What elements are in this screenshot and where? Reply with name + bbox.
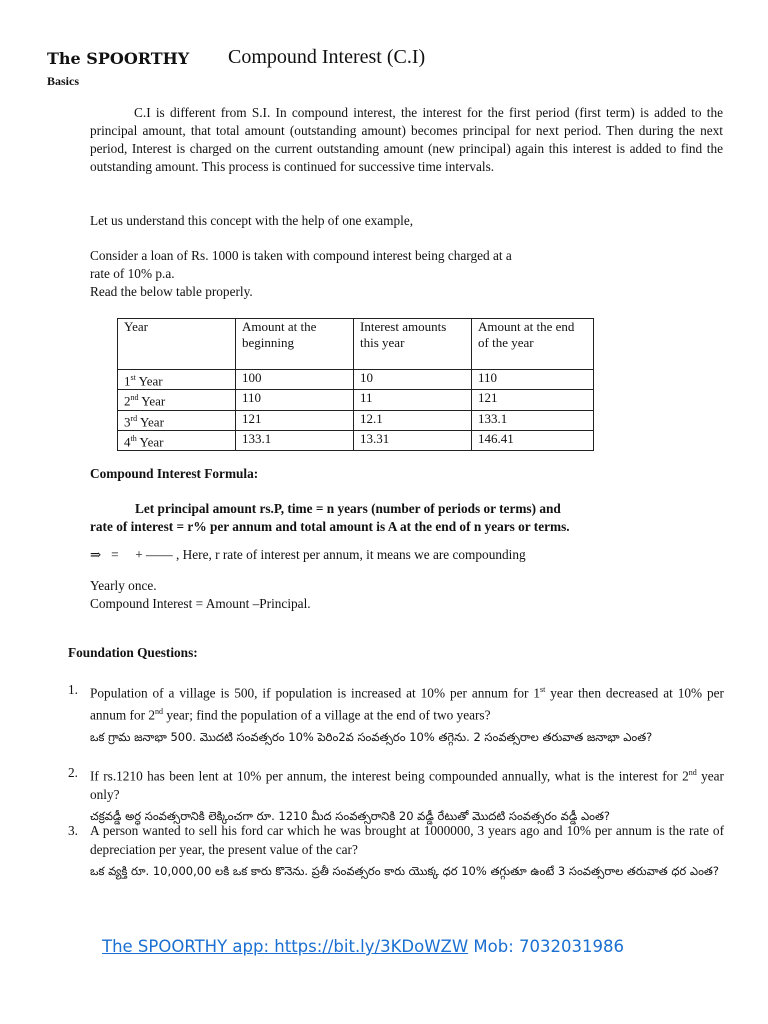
cell-interest: 11 <box>354 390 472 410</box>
year-num: 3 <box>124 413 131 429</box>
table-row <box>118 390 594 410</box>
formula-line-1: Let principal amount rs.P, time = n years (number of periods or terms) and <box>135 501 561 516</box>
question-text: Population of a village is 500, if population is increased at 10% per annum for 1st year then decreased at 10% per annum for 2nd year; find the population of a village at the end of two years? <box>90 685 724 723</box>
brand-name: The SPOORTHY <box>47 49 190 68</box>
cell-begin: 100 <box>236 370 354 390</box>
intro-paragraph: C.I is different from S.I. In compound interest, the interest for the first period (first term) is added to the principal amount, that total amount (outstanding amount) becomes principal for next period. Then during the next period, Interest is charged on the current outstanding amount (new principal) again this interest is added to find the outstanding amount. This process is continued for successive time intervals. <box>90 105 723 174</box>
questions-heading: Foundation Questions: <box>68 645 198 660</box>
question-1 <box>68 680 724 749</box>
year-suffix: rd <box>130 413 138 423</box>
cell-begin: 133.1 <box>236 430 354 450</box>
question-number: 2. <box>68 765 78 780</box>
year-label: Year <box>138 373 163 389</box>
cell-end: 110 <box>472 370 594 390</box>
loan-line-3: Read the below table properly. <box>90 284 253 299</box>
formula-symbols: ⇒ = + —— <box>90 547 173 562</box>
table-row <box>118 370 594 390</box>
year-suffix: st <box>130 373 136 382</box>
header-begin: Amount at the beginning <box>236 319 354 370</box>
formula-line-5: Compound Interest = Amount –Principal. <box>90 596 311 611</box>
question-text: A person wanted to sell his ford car which he was brought at 1000000, 3 years ago and 10% per annum is the rate of depreciation per year, the present value of the car? <box>90 823 724 857</box>
question-number: 1. <box>68 682 78 697</box>
year-suffix: nd <box>130 393 139 403</box>
footer <box>102 937 624 956</box>
cell-begin: 110 <box>236 390 354 410</box>
cell-end: 133.1 <box>472 410 594 430</box>
year-num: 4 <box>124 434 131 450</box>
question-telugu: ఒక వ్యక్తి రూ. 10,000,00 లకి ఒక కారు కొనెను. ప్రతీ సంవత్సరం కారు యొక్క ధర 10% తగ్గుతూ ఉంటే 3 సంవత్సరాల తరువాత ధర ఎంత? <box>90 864 719 878</box>
year-num: 2 <box>124 393 131 409</box>
formula-line-2: rate of interest = r% per annum and total amount is A at the end of n years or terms. <box>90 519 570 534</box>
section-label: Basics <box>47 74 80 88</box>
formula-heading: Compound Interest Formula: <box>90 466 259 481</box>
loan-line-1: Consider a loan of Rs. 1000 is taken with compound interest being charged at a <box>90 248 512 263</box>
page-title: Compound Interest (C.I) <box>228 46 426 68</box>
table-header-row <box>118 319 594 370</box>
question-telugu: చక్రవడ్డీ అర్ధ సంవత్సరానికి లెక్కించగా రూ. 1210 మీద సంవత్సరానికి 20 వడ్డీ రేటుతో మొదటి సంవత్సరం వడ్డీ ఎంత? <box>90 809 611 824</box>
formula-explanation: , Here, r rate of interest per annum, it means we are compounding <box>175 547 526 562</box>
header-year: Year <box>118 319 236 370</box>
cell-end: 146.41 <box>472 430 594 450</box>
question-3 <box>68 821 724 883</box>
loan-line-2: rate of 10% p.a. <box>90 266 175 281</box>
formula-line-3 <box>90 546 526 564</box>
question-text: If rs.1210 has been lent at 10% per annum, the interest being compounded annually, what is the interest for 2nd year only? <box>90 768 724 803</box>
cell-interest: 10 <box>354 370 472 390</box>
year-label: Year <box>139 413 164 429</box>
year-num: 1 <box>124 373 131 389</box>
cell-interest: 13.31 <box>354 430 472 450</box>
intro-example-line: Let us understand this concept with the help of one example, <box>90 213 414 228</box>
formula-line-4: Yearly once. <box>90 578 157 593</box>
question-telugu: ఒక గ్రామ జనాభా 500. మొదటి సంవత్సరం 10% పెరిం2వ సంవత్సరం 10% తగ్గెను. 2 సంవత్సరాల తరువాత జనాభా ఎంత? <box>90 729 653 744</box>
table-row <box>118 430 594 450</box>
compound-interest-table <box>117 318 594 451</box>
question-number: 3. <box>68 823 78 838</box>
year-suffix: th <box>130 433 137 443</box>
mobile-number: Mob: 7032031986 <box>473 937 624 956</box>
cell-interest: 12.1 <box>354 410 472 430</box>
cell-begin: 121 <box>236 410 354 430</box>
app-link[interactable]: The SPOORTHY app: https://bit.ly/3KDoWZW <box>102 937 469 956</box>
cell-end: 121 <box>472 390 594 410</box>
header-interest: Interest amounts this year <box>354 319 472 370</box>
table-row <box>118 410 594 430</box>
year-label: Year <box>141 393 166 409</box>
year-label: Year <box>139 434 164 450</box>
header-end: Amount at the end of the year <box>472 319 594 370</box>
question-2 <box>68 763 724 828</box>
